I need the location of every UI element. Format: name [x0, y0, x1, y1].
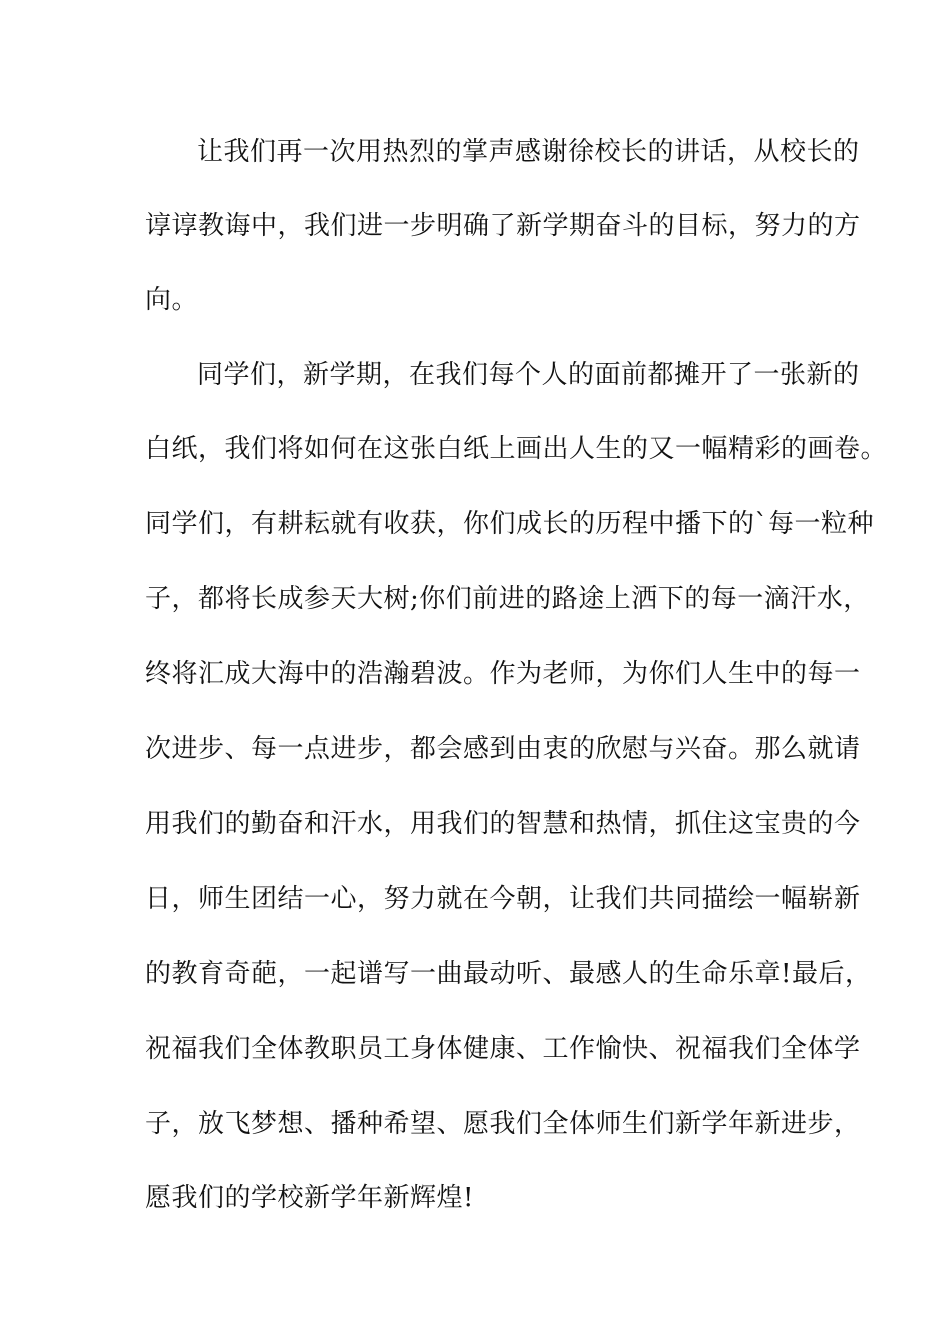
paragraph-2-line-3: 同学们，有耕耘就有收获，你们成长的历程中播下的`每一粒种 — [145, 509, 875, 539]
paragraph-2-line-4: 子，都将长成参天大树;你们前进的路途上洒下的每一滴汗水， — [145, 584, 870, 614]
paragraph-2-line-7: 用我们的勤奋和汗水，用我们的智慧和热情，抓住这宝贵的今 — [145, 809, 861, 839]
paragraph-2-line-5: 终将汇成大海中的浩瀚碧波。作为老师，为你们人生中的每一 — [145, 659, 861, 689]
paragraph-2-line-10: 祝福我们全体教职员工身体健康、工作愉快、祝福我们全体学 — [145, 1034, 861, 1064]
paragraph-1-line-1: 让我们再一次用热烈的掌声感谢徐校长的讲话，从校长的 — [197, 137, 860, 167]
paragraph-2-line-9: 的教育奇葩，一起谱写一曲最动听、最感人的生命乐章!最后， — [145, 959, 872, 989]
paragraph-2-line-8: 日，师生团结一心，努力就在今朝，让我们共同描绘一幅崭新 — [145, 884, 861, 914]
paragraph-2-line-1: 同学们，新学期，在我们每个人的面前都摊开了一张新的 — [197, 360, 860, 390]
paragraph-1-line-3: 向。 — [145, 285, 199, 315]
paragraph-2-line-12: 愿我们的学校新学年新辉煌! — [145, 1183, 474, 1213]
paragraph-1-line-2: 谆谆教诲中，我们进一步明确了新学期奋斗的目标，努力的方 — [145, 211, 861, 241]
paragraph-2-line-11: 子，放飞梦想、播种希望、愿我们全体师生们新学年新进步， — [145, 1109, 861, 1139]
paragraph-2-line-2: 白纸，我们将如何在这张白纸上画出人生的又一幅精彩的画卷。 — [145, 434, 888, 464]
paragraph-2-line-6: 次进步、每一点进步，都会感到由衷的欣慰与兴奋。那么就请 — [145, 734, 861, 764]
